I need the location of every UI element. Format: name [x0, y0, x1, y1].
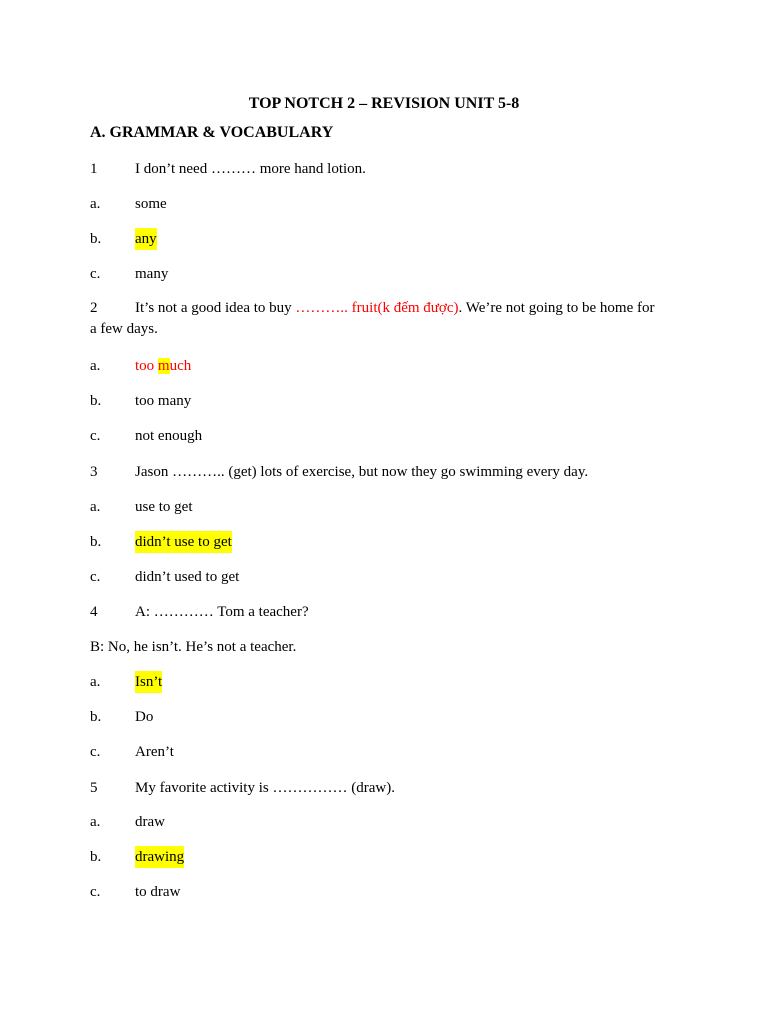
response-text: B: No, he isn’t. He’s not a teacher. [90, 639, 297, 655]
question-text: It’s not a good idea to buy [135, 300, 296, 316]
question-number: 4 [90, 604, 98, 620]
question-4-response [90, 636, 296, 658]
option-text: didn’t used to get [135, 569, 240, 585]
option-text: draw [135, 814, 165, 830]
option-text: Do [135, 709, 154, 725]
option-text-red: too [135, 358, 158, 374]
question-number: 2 [90, 300, 98, 316]
question-2 [90, 298, 660, 340]
option-text: many [135, 266, 169, 282]
document-title: TOP NOTCH 2 – REVISION UNIT 5-8 [248, 95, 520, 112]
option-letter: a. [90, 358, 101, 374]
section-heading: A. GRAMMAR & VOCABULARY [90, 124, 334, 141]
option-letter: b. [90, 393, 102, 409]
option-text-highlighted: Isn’t [135, 671, 162, 693]
option-letter: c. [90, 428, 101, 444]
option-letter: c. [90, 266, 101, 282]
option-text: to draw [135, 884, 181, 900]
question-number: 3 [90, 464, 98, 480]
question-text-red: ……….. fruit(k đếm được) [295, 300, 459, 316]
option-letter: b. [90, 849, 102, 865]
question-text: I don’t need ……… more hand lotion. [135, 161, 366, 177]
option-letter: a. [90, 499, 101, 515]
option-text-highlighted: didn’t use to get [135, 531, 232, 553]
option-text: Aren’t [135, 744, 174, 760]
option-letter: a. [90, 674, 101, 690]
question-text: Jason ……….. (get) lots of exercise, but now they go swimming every day. [135, 464, 589, 480]
question-text: My favorite activity is …………… (draw). [135, 780, 395, 796]
option-letter: b. [90, 231, 102, 247]
option-text-red: uch [169, 358, 192, 374]
question-number: 5 [90, 780, 98, 796]
option-text: too many [135, 393, 192, 409]
option-text [135, 355, 191, 377]
option-text: some [135, 196, 167, 212]
option-text-highlighted: m [157, 358, 170, 374]
question-text: A: ………… Tom a teacher? [135, 604, 309, 620]
question-text: . We’re not going to be home for a few days. [90, 300, 655, 337]
option-letter: c. [90, 744, 101, 760]
option-text: use to get [135, 499, 193, 515]
option-text-highlighted: any [135, 228, 157, 250]
option-letter: b. [90, 534, 102, 550]
option-letter: a. [90, 814, 101, 830]
option-letter: c. [90, 884, 101, 900]
option-letter: b. [90, 709, 102, 725]
option-letter: a. [90, 196, 101, 212]
option-text: not enough [135, 428, 203, 444]
option-text-highlighted: drawing [135, 846, 184, 868]
question-number: 1 [90, 161, 98, 177]
option-letter: c. [90, 569, 101, 585]
